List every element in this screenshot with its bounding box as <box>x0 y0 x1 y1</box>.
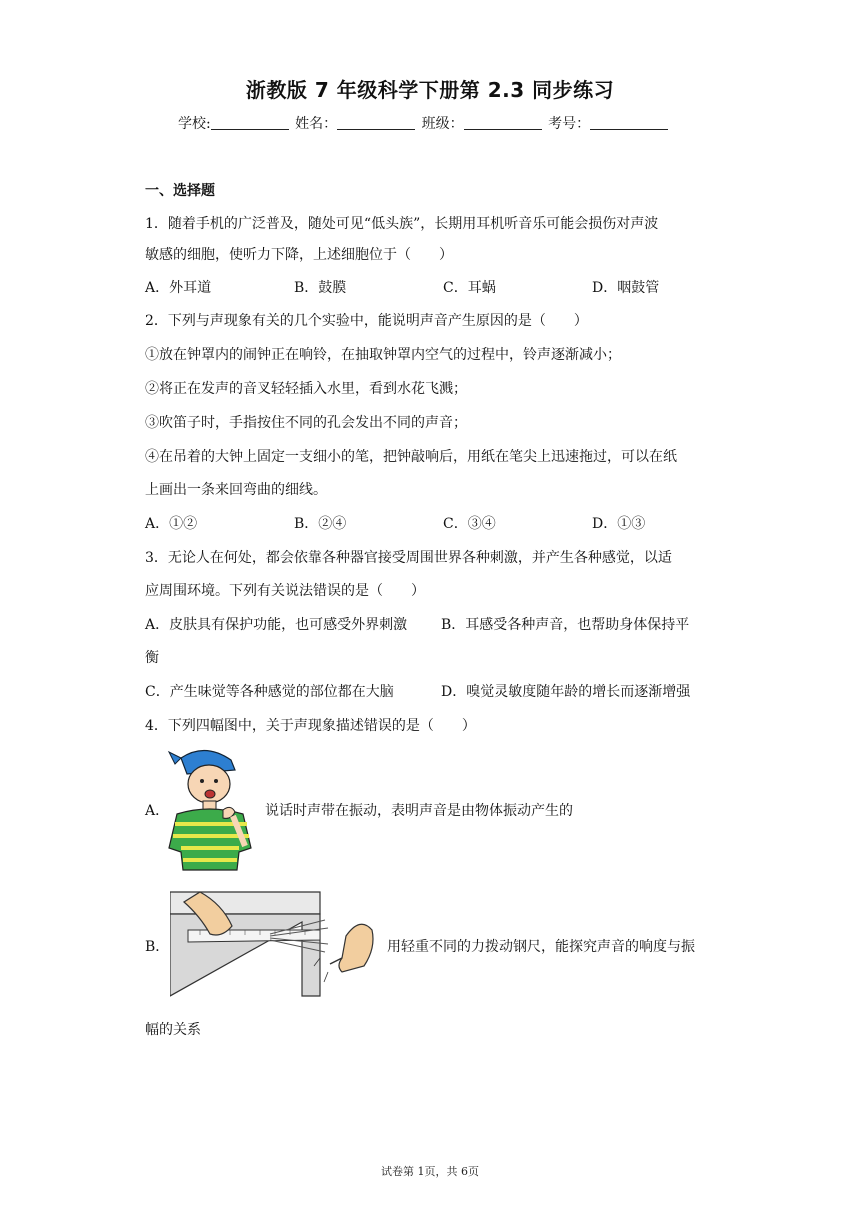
q3-option-c[interactable]: C．产生味觉等各种感觉的部位都在大脑 <box>145 684 394 700</box>
q4-option-b-text1[interactable]: 用轻重不同的力拨动钢尺，能探究声音的响度与振 <box>387 939 695 955</box>
school-label: 学校: <box>178 116 211 132</box>
q2-options <box>145 513 725 533</box>
q2-statement-3: ③吹笛子时，手指按住不同的孔会发出不同的声音； <box>145 415 467 431</box>
name-label: 姓名： <box>295 116 338 132</box>
q2-statement-2: ②将正在发声的音叉轻轻插入水里，看到水花飞溅； <box>145 381 467 397</box>
ruler-pluck-illustration <box>170 886 385 998</box>
q1-option-b[interactable]: B．鼓膜 <box>294 280 347 296</box>
number-label: 考号： <box>548 116 591 132</box>
q4-option-b-text2: 幅的关系 <box>145 1022 201 1038</box>
number-blank[interactable] <box>590 115 668 130</box>
q4-option-a-text[interactable]: 说话时声带在振动，表明声音是由物体振动产生的 <box>265 803 573 819</box>
q3-line1: 3．无论人在何处，都会依靠各种器官接受周围世界各种刺激，并产生各种感觉，以适 <box>145 550 672 566</box>
q3-option-b[interactable]: B．耳感受各种声音，也帮助身体保持平 <box>441 617 690 633</box>
q4-stem: 4．下列四幅图中，关于声现象描述错误的是（ ） <box>145 718 476 734</box>
q2-option-b[interactable]: B．②④ <box>294 516 347 532</box>
name-blank[interactable] <box>337 115 415 130</box>
page-title: 浙教版 7 年级科学下册第 2.3 同步练习 <box>245 78 615 102</box>
page-footer: 试卷第 1页，共 6页 <box>381 1165 479 1178</box>
school-blank[interactable] <box>211 115 289 130</box>
q1-option-c[interactable]: C．耳蜗 <box>443 280 496 296</box>
q2-statement-4a: ④在吊着的大钟上固定一支细小的笔，把钟敲响后，用纸在笔尖上迅速拖过，可以在纸 <box>145 449 677 465</box>
q2-statement-4b: 上画出一条来回弯曲的细线。 <box>145 482 327 498</box>
q1-option-a[interactable]: A．外耳道 <box>145 280 212 296</box>
q2-option-c[interactable]: C．③④ <box>443 516 496 532</box>
q3-line2: 应周围环境。下列有关说法错误的是（ ） <box>145 583 425 599</box>
q2-stem: 2．下列与声现象有关的几个实验中，能说明声音产生原因的是（ ） <box>145 313 588 329</box>
q3-option-b-wrap: 衡 <box>145 650 159 666</box>
q3-option-d[interactable]: D．嗅觉灵敏度随年龄的增长而逐渐增强 <box>441 684 691 700</box>
q4-option-a-label[interactable]: A． <box>145 803 170 819</box>
q1-line1: 1．随着手机的广泛普及，随处可见“低头族”，长期用耳机听音乐可能会损伤对声波 <box>145 216 659 232</box>
q1-line2: 敏感的细胞，使听力下降，上述细胞位于（ ） <box>145 247 453 263</box>
q3-options-row1 <box>145 614 725 634</box>
q3-option-a[interactable]: A．皮肤具有保护功能，也可感受外界刺激 <box>145 617 408 633</box>
boy-speaking-illustration <box>165 748 260 872</box>
q2-option-d[interactable]: D．①③ <box>592 516 646 532</box>
q2-option-a[interactable]: A．①② <box>145 516 198 532</box>
q3-options-row2 <box>145 681 725 701</box>
q1-options <box>145 277 725 297</box>
class-label: 班级： <box>421 116 464 132</box>
section-heading: 一、选择题 <box>145 183 215 199</box>
student-info-row <box>178 113 670 133</box>
q4-option-b-label[interactable]: B． <box>145 939 170 955</box>
class-blank[interactable] <box>464 115 542 130</box>
q2-statement-1: ①放在钟罩内的闹钟正在响铃，在抽取钟罩内空气的过程中，铃声逐渐减小； <box>145 347 621 363</box>
q1-option-d[interactable]: D．咽鼓管 <box>592 280 660 296</box>
